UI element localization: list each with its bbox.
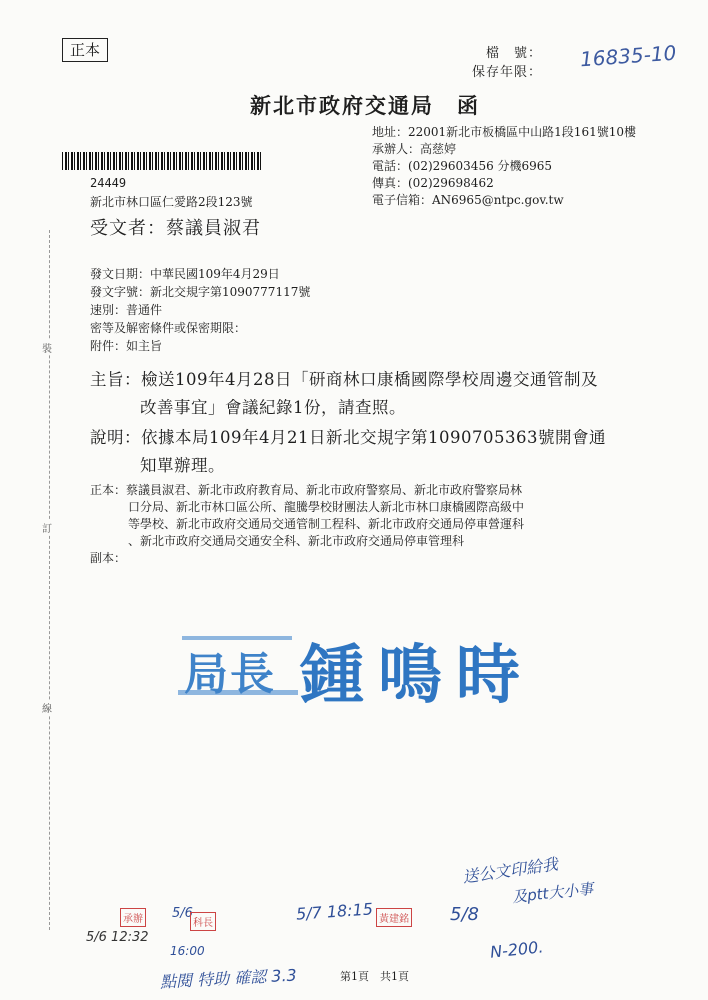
handwritten-date-4: 5/7 18:15 bbox=[295, 899, 374, 924]
distribution bbox=[90, 482, 630, 567]
issue-date: 發文日期：中華民國109年4月29日 bbox=[90, 267, 280, 281]
binding-char-3: 線 bbox=[42, 700, 52, 715]
handwritten-date-3: 16:00 bbox=[170, 944, 205, 958]
handwritten-file-no: 16835-10 bbox=[579, 40, 678, 72]
explanation-line-2: 知單辦理。 bbox=[140, 456, 225, 475]
doc-info bbox=[90, 265, 310, 355]
fax: 傳真：(02)29698462 bbox=[372, 176, 494, 190]
distribution-copy: 副本： bbox=[90, 551, 127, 565]
barcode bbox=[62, 152, 262, 170]
handwritten-note-5: 點閱 特助 確認 3.3 bbox=[159, 965, 298, 992]
issue-number: 發文字號：新北交規字第1090777117號 bbox=[90, 285, 311, 299]
binding-line bbox=[40, 0, 60, 1000]
binding-char-1: 裝 bbox=[42, 340, 52, 355]
page-footer: 第1頁 共1頁 bbox=[340, 970, 409, 983]
subject-line-1: 主旨：檢送109年4月28日「研商林口康橋國際學校周邊交通管制及 bbox=[90, 370, 598, 389]
binding-dashes bbox=[49, 230, 50, 930]
handwritten-note-3: 5/8 bbox=[450, 904, 479, 925]
attachment: 附件：如主旨 bbox=[90, 339, 163, 353]
recipient: 受文者：蔡議員淑君 bbox=[90, 218, 261, 239]
secrecy: 密等及解密條件或保密期限： bbox=[90, 321, 247, 335]
recipient-address: 新北市林口區仁愛路2段123號 bbox=[90, 195, 253, 209]
red-stamp-1: 承辦 bbox=[120, 908, 146, 927]
email: 電子信箱：AN6965@ntpc.gov.tw bbox=[372, 193, 564, 207]
director-stamp bbox=[170, 608, 570, 718]
phone: 電話：(02)29603456 分機6965 bbox=[372, 159, 553, 173]
speed: 速別：普通件 bbox=[90, 303, 163, 317]
distribution-main-1: 正本：蔡議員淑君、新北市政府教育局、新北市政府警察局、新北市政府警察局林 bbox=[90, 483, 523, 497]
explanation-line-1: 說明：依據本局109年4月21日新北交規字第1090705363號開會通 bbox=[90, 428, 606, 447]
address: 地址：22001新北市板橋區中山路1段161號10樓 bbox=[372, 125, 636, 139]
file-meta bbox=[470, 44, 542, 82]
handwritten-date-2: 5/6 bbox=[172, 906, 193, 921]
subject bbox=[90, 366, 598, 422]
handwritten-note-1: 送公文印給我 bbox=[461, 854, 560, 887]
retention-label: 保存年限： bbox=[471, 65, 542, 80]
distribution-main-3: 等學校、新北市政府交通局交通管制工程科、新北市政府交通局停車營運科 bbox=[128, 517, 525, 531]
document-title: 新北市政府交通局 函 bbox=[250, 93, 480, 118]
red-stamp-3: 黃建銘 bbox=[376, 908, 412, 927]
binding-char-2: 訂 bbox=[42, 520, 52, 535]
subject-line-2: 改善事宜」會議紀錄1份，請查照。 bbox=[140, 398, 406, 417]
handwritten-note-2: 及ptt大小事 bbox=[511, 879, 595, 907]
stamp-title: 局長 bbox=[184, 649, 276, 700]
file-no-label: 檔 號： bbox=[485, 46, 542, 61]
red-stamp-2: 科長 bbox=[190, 912, 216, 931]
handwritten-date-1: 5/6 12:32 bbox=[86, 930, 149, 945]
contact-block bbox=[372, 124, 636, 209]
copy-mark: 正本 bbox=[62, 38, 108, 62]
handwritten-note-4: N-200. bbox=[489, 937, 545, 962]
distribution-main-2: 口分局、新北市林口區公所、龍騰學校財團法人新北市林口康橋國際高級中 bbox=[128, 500, 525, 514]
handler: 承辦人：高慈婷 bbox=[372, 142, 457, 156]
stamp-name: 鍾鳴時 bbox=[300, 638, 534, 713]
explanation bbox=[90, 424, 606, 480]
postal-code: 24449 bbox=[90, 176, 127, 190]
distribution-main-4: 、新北市政府交通局交通安全科、新北市政府交通局停車管理科 bbox=[128, 534, 465, 548]
